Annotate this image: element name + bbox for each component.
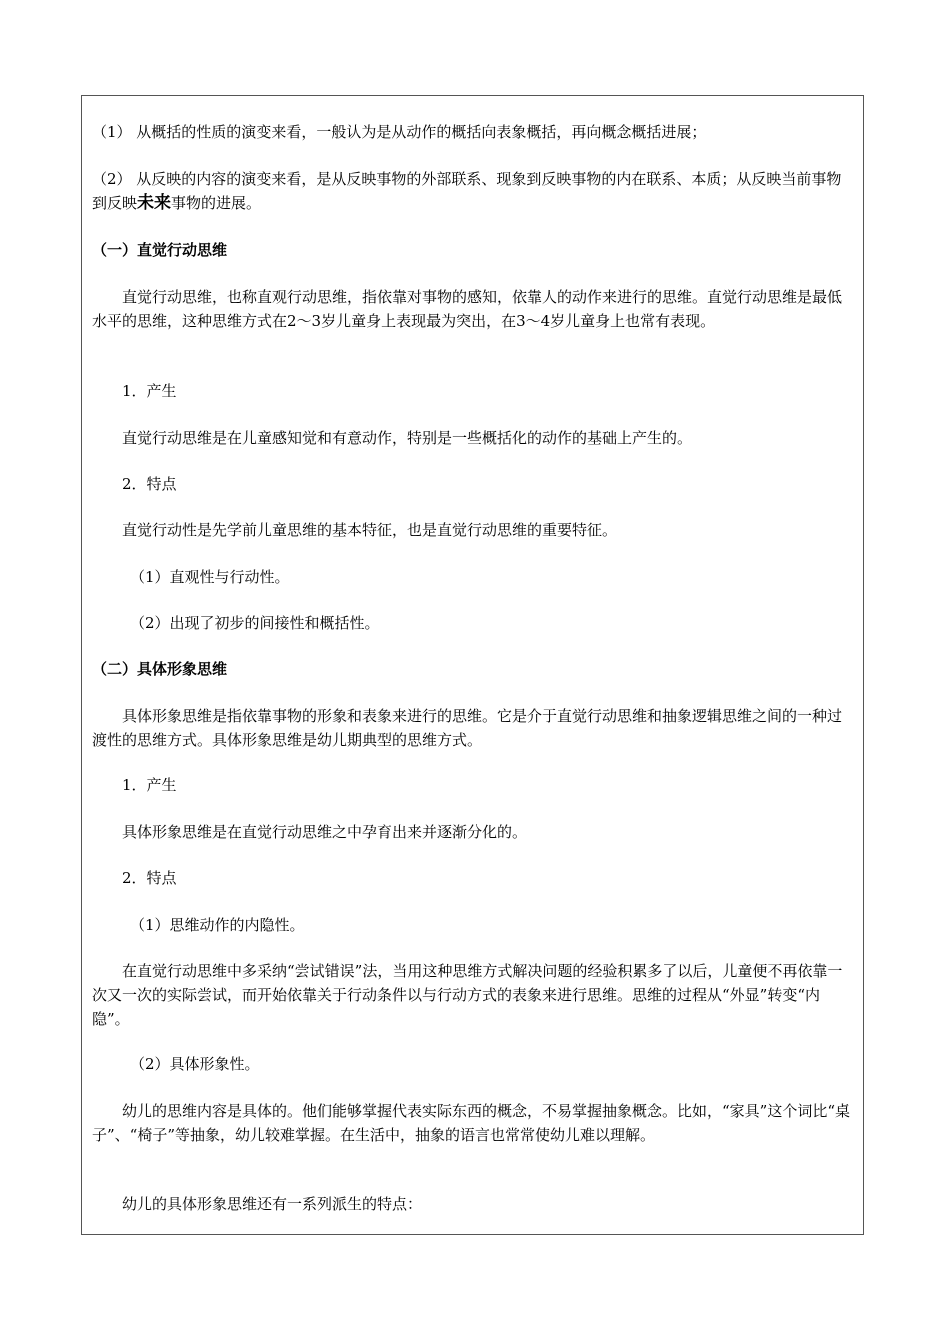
paragraph-content-evolution-a: （2） 从反映的内容的演变来看，是从反映事物的外部联系、现象到反映事物的内在联系、本质；从反映当前事物到反映 (92, 170, 842, 212)
heading-intuitive-action-thinking: （一）直觉行动思维 (92, 241, 228, 259)
paragraph-concrete-origin: 具体形象思维是在直觉行动思维之中孕育出来并逐渐分化的。 (122, 823, 528, 841)
paragraph-trial-error: 在直觉行动思维中多采纳“尝试错误”法，当用这种思维方式解决问题的经验积累多了以后，儿童便不再依靠一次又一次的实际尝试，而开始依靠关于行动条件以与行动方式的表象来进行思维。思维的过程从“外显”转变“内隐”。 (92, 962, 843, 1028)
item-implicit-action: （1）思维动作的内隐性。 (130, 916, 305, 934)
subheading-origin-1: 1．产生 (122, 382, 177, 400)
subheading-features-1: 2．特点 (122, 475, 177, 493)
paragraph-concrete-definition: 具体形象思维是指依靠事物的形象和表象来进行的思维。它是介于直觉行动思维和抽象逻辑思维之间的一种过渡性的思维方式。具体形象思维是幼儿期典型的思维方式。 (92, 707, 843, 749)
item-concrete-image: （2）具体形象性。 (130, 1055, 260, 1073)
heading-concrete-image-thinking: （二）具体形象思维 (92, 660, 228, 678)
paragraph-intuitive-features: 直觉行动性是先学前儿童思维的基本特征，也是直觉行动思维的重要特征。 (122, 521, 618, 539)
emphasis-future: 未来 (137, 193, 172, 213)
item-indirect-generalization: （2）出现了初步的间接性和概括性。 (130, 614, 380, 632)
paragraph-content-evolution-b: 事物的进展。 (171, 194, 262, 212)
paragraph-intuitive-origin: 直觉行动思维是在儿童感知觉和有意动作，特别是一些概括化的动作的基础上产生的。 (122, 429, 693, 447)
subheading-origin-2: 1．产生 (122, 776, 177, 794)
paragraph-intuitive-definition: 直觉行动思维，也称直观行动思维，指依靠对事物的感知，依靠人的动作来进行的思维。直觉行动思维是最低水平的思维，这种思维方式在2～3岁儿童身上表现最为突出，在3～4岁儿童身上也常有表现。 (92, 288, 843, 330)
paragraph-content-evolution (92, 167, 850, 215)
paragraph-generalization: （1） 从概括的性质的演变来看，一般认为是从动作的概括向表象概括，再向概念概括进展； (92, 123, 707, 141)
subheading-features-2: 2．特点 (122, 869, 177, 887)
item-intuitive-action: （1）直观性与行动性。 (130, 568, 290, 586)
paragraph-concrete-content: 幼儿的思维内容是具体的。他们能够掌握代表实际东西的概念，不易掌握抽象概念。比如，“家具”这个词比“桌子”、“椅子”等抽象，幼儿较难掌握。在生活中，抽象的语言也常常使幼儿难以理解。 (92, 1102, 851, 1144)
paragraph-derived-features: 幼儿的具体形象思维还有一系列派生的特点： (122, 1195, 423, 1213)
